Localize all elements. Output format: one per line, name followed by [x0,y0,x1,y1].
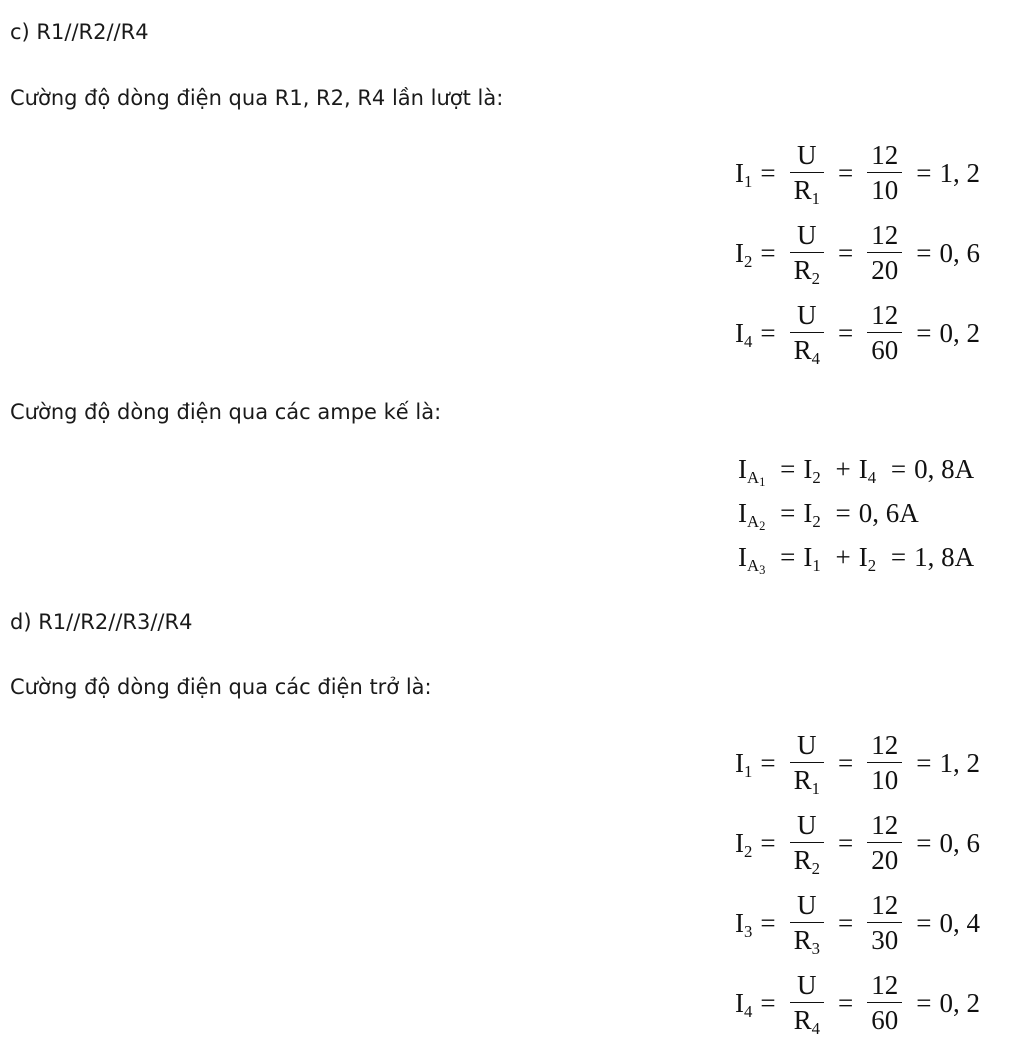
fraction-u-r: $\frac{U}{R_1}$ [790,142,824,204]
section-c-heading: c) R1//R2//R4 [10,20,149,44]
eq-lhs: $I_1$ [735,747,753,781]
fraction-values: $\frac{12}{20}$ [867,222,902,284]
eq-result: 0, 6 [939,827,980,858]
fraction-u-r: $\frac{U}{R_1}$ [790,732,824,794]
eq-c-i2: $I_2$ = $\frac{U}{R_2}$ = $\frac{12}{20}$ = 0, 6 [735,220,980,289]
ammeter-intro: Cường độ dòng điện qua các ampe kế là: [10,400,442,424]
eq-lhs: $I_1$ [735,157,753,191]
eq-ia1: $I_{A_1} = I_2 + I_4 = 0$, 8A [738,454,975,490]
fraction-u-r: $\frac{U}{R_2}$ [790,222,824,284]
eq-ia2: $I_{A_2} = I_2 = 0$, 6A [738,498,919,534]
fraction-u-r: $\frac{U}{R_3}$ [790,892,824,954]
fraction-u-r: $\frac{U}{R_4}$ [790,972,824,1034]
eq-d-i3: $I_3$ = $\frac{U}{R_3}$ = $\frac{12}{30}$ = 0, 4 [735,890,980,959]
eq-c-i4: $I_4$ = $\frac{U}{R_4}$ = $\frac{12}{60}$ = 0, 2 [735,300,980,369]
eq-result: 1, 2 [939,747,980,778]
fraction-values: $\frac{12}{30}$ [867,892,902,954]
fraction-values: $\frac{12}{60}$ [867,972,902,1034]
fraction-values: $\frac{12}{10}$ [867,732,902,794]
eq-lhs: $I_4$ [735,987,753,1021]
eq-d-i2: $I_2$ = $\frac{U}{R_2}$ = $\frac{12}{20}$ = 0, 6 [735,810,980,879]
eq-lhs: $I_3$ [735,907,753,941]
section-c-intro: Cường độ dòng điện qua R1, R2, R4 lần lượt là: [10,86,504,110]
fraction-u-r: $\frac{U}{R_4}$ [790,302,824,364]
eq-lhs: $I_2$ [735,237,753,271]
eq-result: 0, 6 [939,237,980,268]
section-d-heading: d) R1//R2//R3//R4 [10,610,193,634]
eq-c-i1: $I_1$ = $\frac{U}{R_1}$ = $\frac{12}{10}$ = 1, 2 [735,140,980,209]
eq-result: 0, 2 [939,317,980,348]
eq-ia3: $I_{A_3} = I_1 + I_2 = 1$, 8A [738,542,975,578]
eq-lhs: $I_2$ [735,827,753,861]
fraction-values: $\frac{12}{10}$ [867,142,902,204]
eq-lhs: $I_4$ [735,317,753,351]
fraction-values: $\frac{12}{20}$ [867,812,902,874]
eq-result: 0, 2 [939,987,980,1018]
eq-d-i4: $I_4$ = $\frac{U}{R_4}$ = $\frac{12}{60}$ = 0, 2 [735,970,980,1039]
eq-result: 1, 2 [939,157,980,188]
eq-d-i1: $I_1$ = $\frac{U}{R_1}$ = $\frac{12}{10}$ = 1, 2 [735,730,980,799]
eq-result: 0, 4 [939,907,980,938]
fraction-u-r: $\frac{U}{R_2}$ [790,812,824,874]
fraction-values: $\frac{12}{60}$ [867,302,902,364]
section-d-intro: Cường độ dòng điện qua các điện trở là: [10,675,432,699]
